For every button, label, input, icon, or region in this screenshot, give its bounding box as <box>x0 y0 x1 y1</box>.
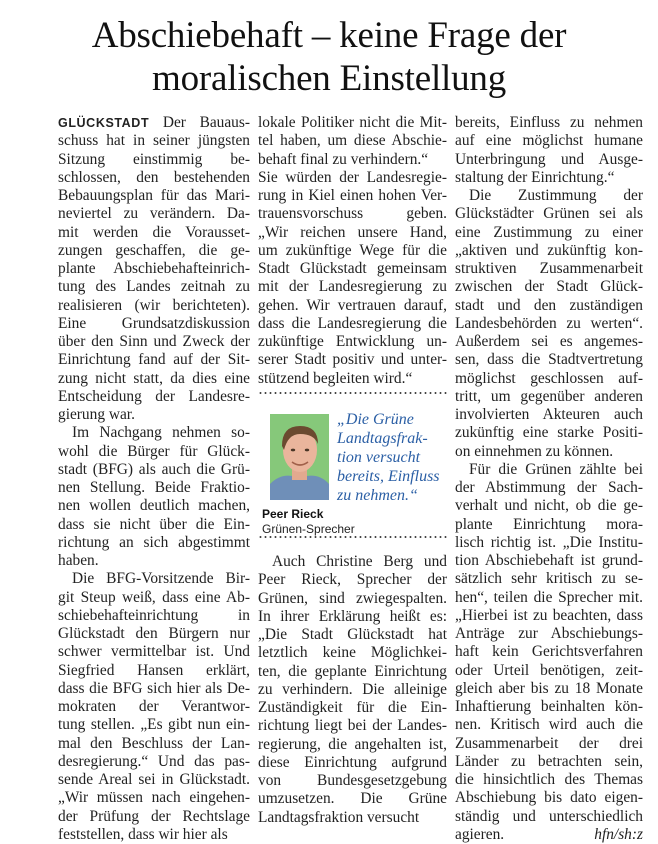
article-column-2-top <box>258 114 447 388</box>
text-line: möglichst geschlossen auf- <box>455 369 643 387</box>
text-line: „Hierbei ist zu beachten, dass <box>455 606 643 624</box>
text-line: git Steup weiß, dass eine Ab- <box>58 588 250 606</box>
text-line: ständig und unterschiedlich <box>455 807 643 825</box>
text-line: zung nicht statt, da dies eine <box>58 369 250 387</box>
text-line: rung in Kiel einen hohen Ver- <box>258 187 447 204</box>
text-line: struktiven Zusammenarbeit <box>455 260 643 277</box>
text-line: gierung war. <box>58 406 135 423</box>
text-line: Anträge zur Abschiebungs- <box>455 625 643 642</box>
text-line: Sie würden der Landesregie- <box>258 168 447 186</box>
text-line: zu verhindern. Die alleinige <box>258 680 447 698</box>
text-line: Peer Rieck, Sprecher der <box>258 571 447 589</box>
text-line: Sitzung einstimmig be- <box>58 150 250 168</box>
text-line: hen“, teilen die Sprecher mit. <box>455 588 643 606</box>
text-line: der Abstimmung der Sach- <box>455 479 643 496</box>
text-line: staltung der Einrichtung.“ <box>455 168 615 186</box>
text-line: sende Areal sei in Glückstadt. <box>58 771 250 788</box>
text-line: agieren. hfn/sh:z <box>455 825 643 843</box>
text-line: mal den Beschluss der Lan- <box>58 734 250 752</box>
text-line: um zukünftige Wege für die <box>258 241 447 259</box>
headline-line-1: Abschiebehaft – keine Frage der <box>91 15 567 56</box>
text-line: wohl die Bürger für Glück- <box>58 442 250 460</box>
text-line: stadt (BFG) als auch die Grü- <box>58 460 250 478</box>
text-line: diese Einrichtung aufgrund <box>258 753 447 771</box>
text-line: Zusammenarbeit der drei <box>455 734 643 752</box>
text-line: plante Einrichtung mora- <box>455 515 643 533</box>
text-line: serer Stadt positiv und unter- <box>258 351 447 369</box>
text-line: sätzlich sehr kritisch zu se- <box>455 570 643 588</box>
dotted-divider-top <box>258 392 447 394</box>
article-headline <box>0 14 658 100</box>
text-line: gleich aber bis zu 18 Monate <box>455 679 643 697</box>
text-line: on einnehmen zu können. <box>455 442 614 460</box>
text-line: Entscheidung der Landesre- <box>58 387 250 405</box>
quote-author-role: Grünen-Sprecher <box>262 522 355 536</box>
text-line: feststellen, dass wir hier als <box>58 825 228 843</box>
text-line: tung des Landes zeitnah zu <box>58 278 250 296</box>
dotted-divider-bottom <box>258 536 447 538</box>
text-line: dass die Landesregierung die <box>258 314 447 332</box>
text-line: von Bundesgesetzgebung <box>258 772 447 789</box>
text-line: die hinsichtlich des Themas <box>455 771 643 788</box>
text-line: Landtagsfraktion versucht <box>258 808 420 826</box>
text-line: lisch richtig ist. „Die Institu- <box>455 533 643 551</box>
text-line: behaft final zu verhindern.“ <box>258 150 429 168</box>
text-line: umzusetzen. Die Grüne <box>258 790 447 808</box>
text-line: Bebauungsplan für das Mari- <box>58 187 250 204</box>
pull-quote-line: bereits, Einfluss <box>337 468 440 485</box>
text-line: Glückstadt den Bürgern nur <box>58 625 250 642</box>
author-signature: hfn/sh:z <box>594 825 643 843</box>
text-line: sen, dass die Stadtvertretung <box>455 351 643 369</box>
text-line: verhalt und nicht, ob die ge- <box>455 497 643 515</box>
pull-quote-line: Landtagsfrak- <box>337 430 428 447</box>
text-line: ten, die geplante Einrichtung <box>258 662 447 680</box>
text-line: eine Zustimmung zu einer <box>455 223 643 241</box>
text-line: plante Abschiebehafteinrich- <box>58 260 250 277</box>
text-line: mokraten der Verantwor- <box>58 698 250 715</box>
text-line: realisieren (wir berichteten). <box>58 296 250 314</box>
text-line: desregierung.“ Und das pas- <box>58 752 250 770</box>
text-line: GLÜCKSTADT Der Bauaus- <box>58 114 250 131</box>
headline-line-2: moralischen Einstellung <box>151 58 507 99</box>
text-line: nen wollen deutlich machen, <box>58 497 250 515</box>
text-line: Eine Grundsatzdiskussion <box>58 314 250 332</box>
text-line: Landesbehörden zu werten“. <box>455 314 643 332</box>
text-line: auf eine möglichst humane <box>455 132 643 150</box>
quote-author-name: Peer Rieck <box>262 507 324 521</box>
text-line: über den Sinn und Zweck der <box>58 333 250 350</box>
text-line: trauensvorschuss geben. <box>258 205 447 223</box>
text-line: tritt, um gegenüber anderen <box>455 387 643 405</box>
text-line: zungen geschaffen, die ge- <box>58 241 250 259</box>
text-line: Einrichtung fand auf der Sit- <box>58 351 250 369</box>
text-line: Außerdem sei es angemes- <box>455 333 643 350</box>
text-line: Abschiebung bis dato eigen- <box>455 789 643 807</box>
text-line: regierung, die angehalten ist, <box>258 735 447 753</box>
text-line: Zuständigkeit für die Ein- <box>258 699 447 716</box>
text-line: „aktiven und zukünftig kon- <box>455 241 643 259</box>
text-line: „Die Stadt Glückstadt hat <box>258 626 447 643</box>
text-line: richtung liegt bei der Landes- <box>258 717 447 735</box>
text-line: In ihrer Erklärung heißt es: <box>258 607 447 625</box>
text-line: haben. <box>58 552 99 569</box>
text-line: der Prüfung der Rechtslage <box>58 807 250 825</box>
text-line: lokale Politiker nicht die Mit- <box>258 114 447 131</box>
text-line: zwischen der Stadt Glück- <box>455 278 643 296</box>
article-column-3 <box>455 114 643 844</box>
text-line: stadt und den zuständigen <box>455 296 643 314</box>
text-line: nen Stellung. Beide Fraktio- <box>58 479 250 496</box>
text-line: mit werden die Vorausset- <box>58 223 250 241</box>
text-line: Auch Christine Berg und <box>272 553 447 570</box>
pull-quote-line: „Die Grüne <box>337 411 414 428</box>
text-line: zukünftig eine starke Positi- <box>455 424 643 442</box>
text-line: „Wir müssen nach eingehen- <box>58 789 250 807</box>
text-line: Inhaftierung beinhalten kön- <box>455 698 643 715</box>
text-line: haft kein Gerichtsverfahren <box>455 643 643 661</box>
dateline: GLÜCKSTADT <box>58 116 150 130</box>
text-line: mit der Landesregierung zu <box>258 278 447 296</box>
text-line: stützend begleiten wird.“ <box>258 369 413 387</box>
text-line: bereits, Einfluss zu nehmen <box>455 114 643 131</box>
text-line: letztlich keine Möglichkei- <box>258 644 447 662</box>
text-line: schlossen, den bestehenden <box>58 168 250 186</box>
text-line: tion Abschiebehaft ist grund- <box>455 552 643 569</box>
text-line: Für die Grünen zählte bei <box>469 460 643 478</box>
text-line: schiebehafteinrichtung in <box>58 606 250 624</box>
text-line: Die BFG-Vorsitzende Bir- <box>72 570 250 588</box>
article-column-1 <box>58 114 250 844</box>
portrait-photo <box>270 414 329 500</box>
pull-quote-text <box>337 410 447 505</box>
text-line: Grünen, sind zwiegespalten. <box>258 589 447 607</box>
text-line: Siegfried Hansen erklärt, <box>58 661 250 679</box>
text-line: schwer vermittelbar ist. Und <box>58 643 250 661</box>
text-line: dass sie nicht über die Ein- <box>58 515 250 533</box>
text-line: Im Nachgang nehmen so- <box>72 424 250 442</box>
text-line: nen. Kritisch wird auch die <box>455 716 643 734</box>
article-column-2-bottom <box>258 553 447 827</box>
text-line: neviertel zu verändern. Da- <box>58 205 250 223</box>
pull-quote-box <box>258 392 447 538</box>
text-line: gehen. Wir vertrauen darauf, <box>258 296 447 314</box>
text-line: richtung an sich abgestimmt <box>58 533 250 551</box>
text-line: Glückstädter Grünen sei als <box>455 205 643 223</box>
text-line: dass die BFG sich hier als De- <box>58 679 250 697</box>
text-line: tung stellen. „Es gibt nun ein- <box>58 716 250 734</box>
text-line: involvierten Akteuren auch <box>455 406 643 423</box>
text-line: „Wir reichen unsere Hand, <box>258 223 447 241</box>
text-line: oder Urteil benötigen, zeit- <box>455 661 643 679</box>
text-line: tel haben, um diese Abschie- <box>258 132 447 150</box>
text-line: zukünftige Entwicklung un- <box>258 333 447 350</box>
text-line: Die Zustimmung der <box>469 187 643 204</box>
pull-quote-line: zu nehmen.“ <box>337 487 418 504</box>
text-line: Länder zu betrachten sein, <box>455 752 643 770</box>
text-line: Stadt Glückstadt gemeinsam <box>258 260 447 277</box>
text-line: schuss hat in seiner jüngsten <box>58 132 250 150</box>
pull-quote-line: tion versucht <box>337 449 421 466</box>
text-line: Unterbringung und Ausge- <box>455 150 643 168</box>
portrait-image <box>270 414 329 500</box>
